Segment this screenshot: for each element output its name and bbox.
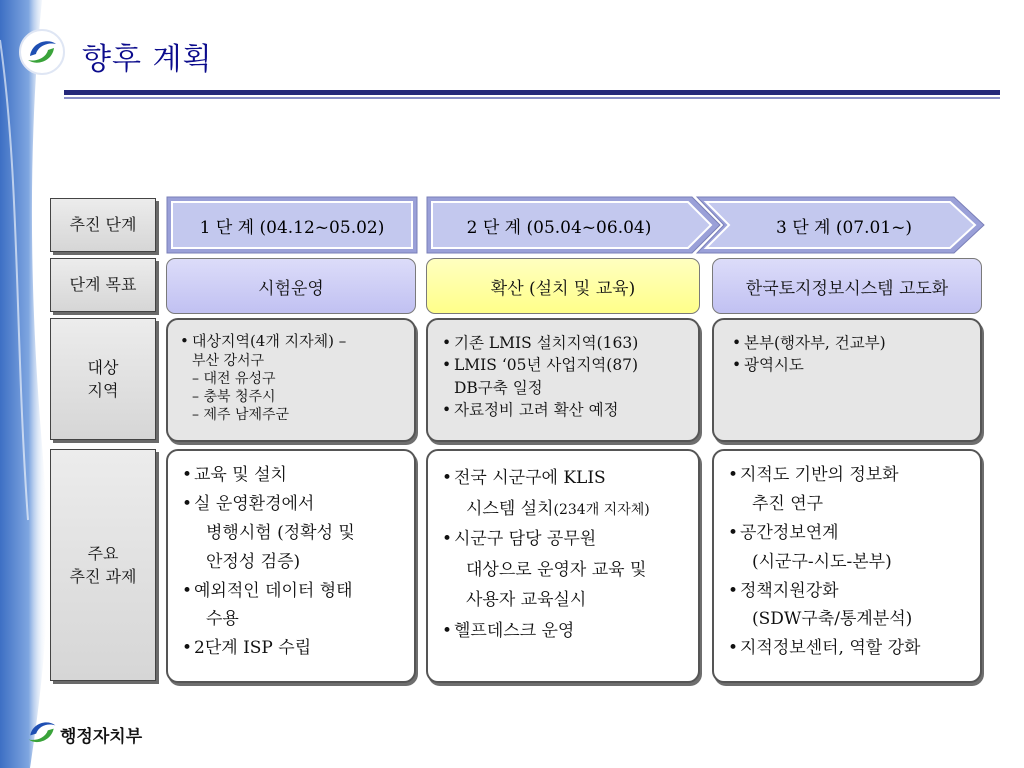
region-item: • LMIS ‘05년 사업지역(87) DB구축 일정 (442, 354, 690, 399)
stage-2-label: 2 단 계 (05.04~06.04) (466, 217, 652, 238)
title-divider-thin (64, 97, 1000, 99)
stage-3-region-box (712, 318, 982, 442)
title-divider (64, 90, 1000, 95)
stage-3-goal: 한국토지정보시스템 고도화 (712, 258, 982, 314)
task-item: • 교육 및 설치 (182, 461, 406, 490)
task-item: • 시군구 담당 공무원 대상으로 운영자 교육 및 사용자 교육실시 (442, 524, 690, 616)
stage-1-task-box (166, 449, 416, 683)
stage-2-goal: 확산 (설치 및 교육) (426, 258, 700, 314)
task-item: • 지적도 기반의 정보화 추진 연구 (728, 461, 974, 519)
task-item: • 헬프데스크 운영 (442, 616, 690, 647)
stage-1-region-box (166, 318, 416, 442)
stage-1-label: 1 단 계 (04.12~05.02) (199, 217, 385, 238)
region-item: • 기존 LMIS 설치지역(163) (442, 332, 690, 354)
region-item: • 광역시도 (732, 354, 972, 376)
task-item: • 실 운영환경에서 병행시험 (정확성 및 안정성 검증) (182, 490, 406, 577)
stage-3-label: 3 단 계 (07.01~) (775, 217, 913, 238)
stage-2-task-box (426, 449, 700, 683)
task-item: • 2단계 ISP 수립 (182, 634, 406, 663)
footer-org-name: 행정자치부 (60, 727, 143, 747)
stage-2-region-box (426, 318, 700, 442)
footer-logo-icon (22, 712, 62, 752)
task-item: • 전국 시군구에 KLIS 시스템 설치(234개 지자체) (442, 463, 690, 524)
row-label-region: 대상 지역 (50, 318, 156, 440)
task-item: • 정책지원강화 (SDW구축/통계분석) (728, 577, 974, 635)
task-item: • 예외적인 데이터 형태 수용 (182, 577, 406, 635)
stage-1-goal: 시험운영 (166, 258, 416, 314)
ministry-logo-icon (18, 28, 66, 76)
region-item: • 본부(행자부, 건교부) (732, 332, 972, 354)
row-label-goal: 단계 목표 (50, 258, 156, 312)
task-item: • 지적정보센터, 역할 강화 (728, 634, 974, 663)
page-title: 향후 계획 (82, 42, 213, 77)
region-item: • 대상지역(4개 지자체) – 부산 강서구 – 대전 유성구 – 충북 청주시 – 제주 남제주군 (180, 332, 406, 424)
stage-3-task-box (712, 449, 982, 683)
row-label-tasks: 주요 추진 과제 (50, 449, 156, 681)
region-item: • 자료정비 고려 확산 예정 (442, 399, 690, 421)
task-item: • 공간정보연계 (시군구-시도-본부) (728, 519, 974, 577)
row-label-stage: 추진 단계 (50, 198, 156, 252)
